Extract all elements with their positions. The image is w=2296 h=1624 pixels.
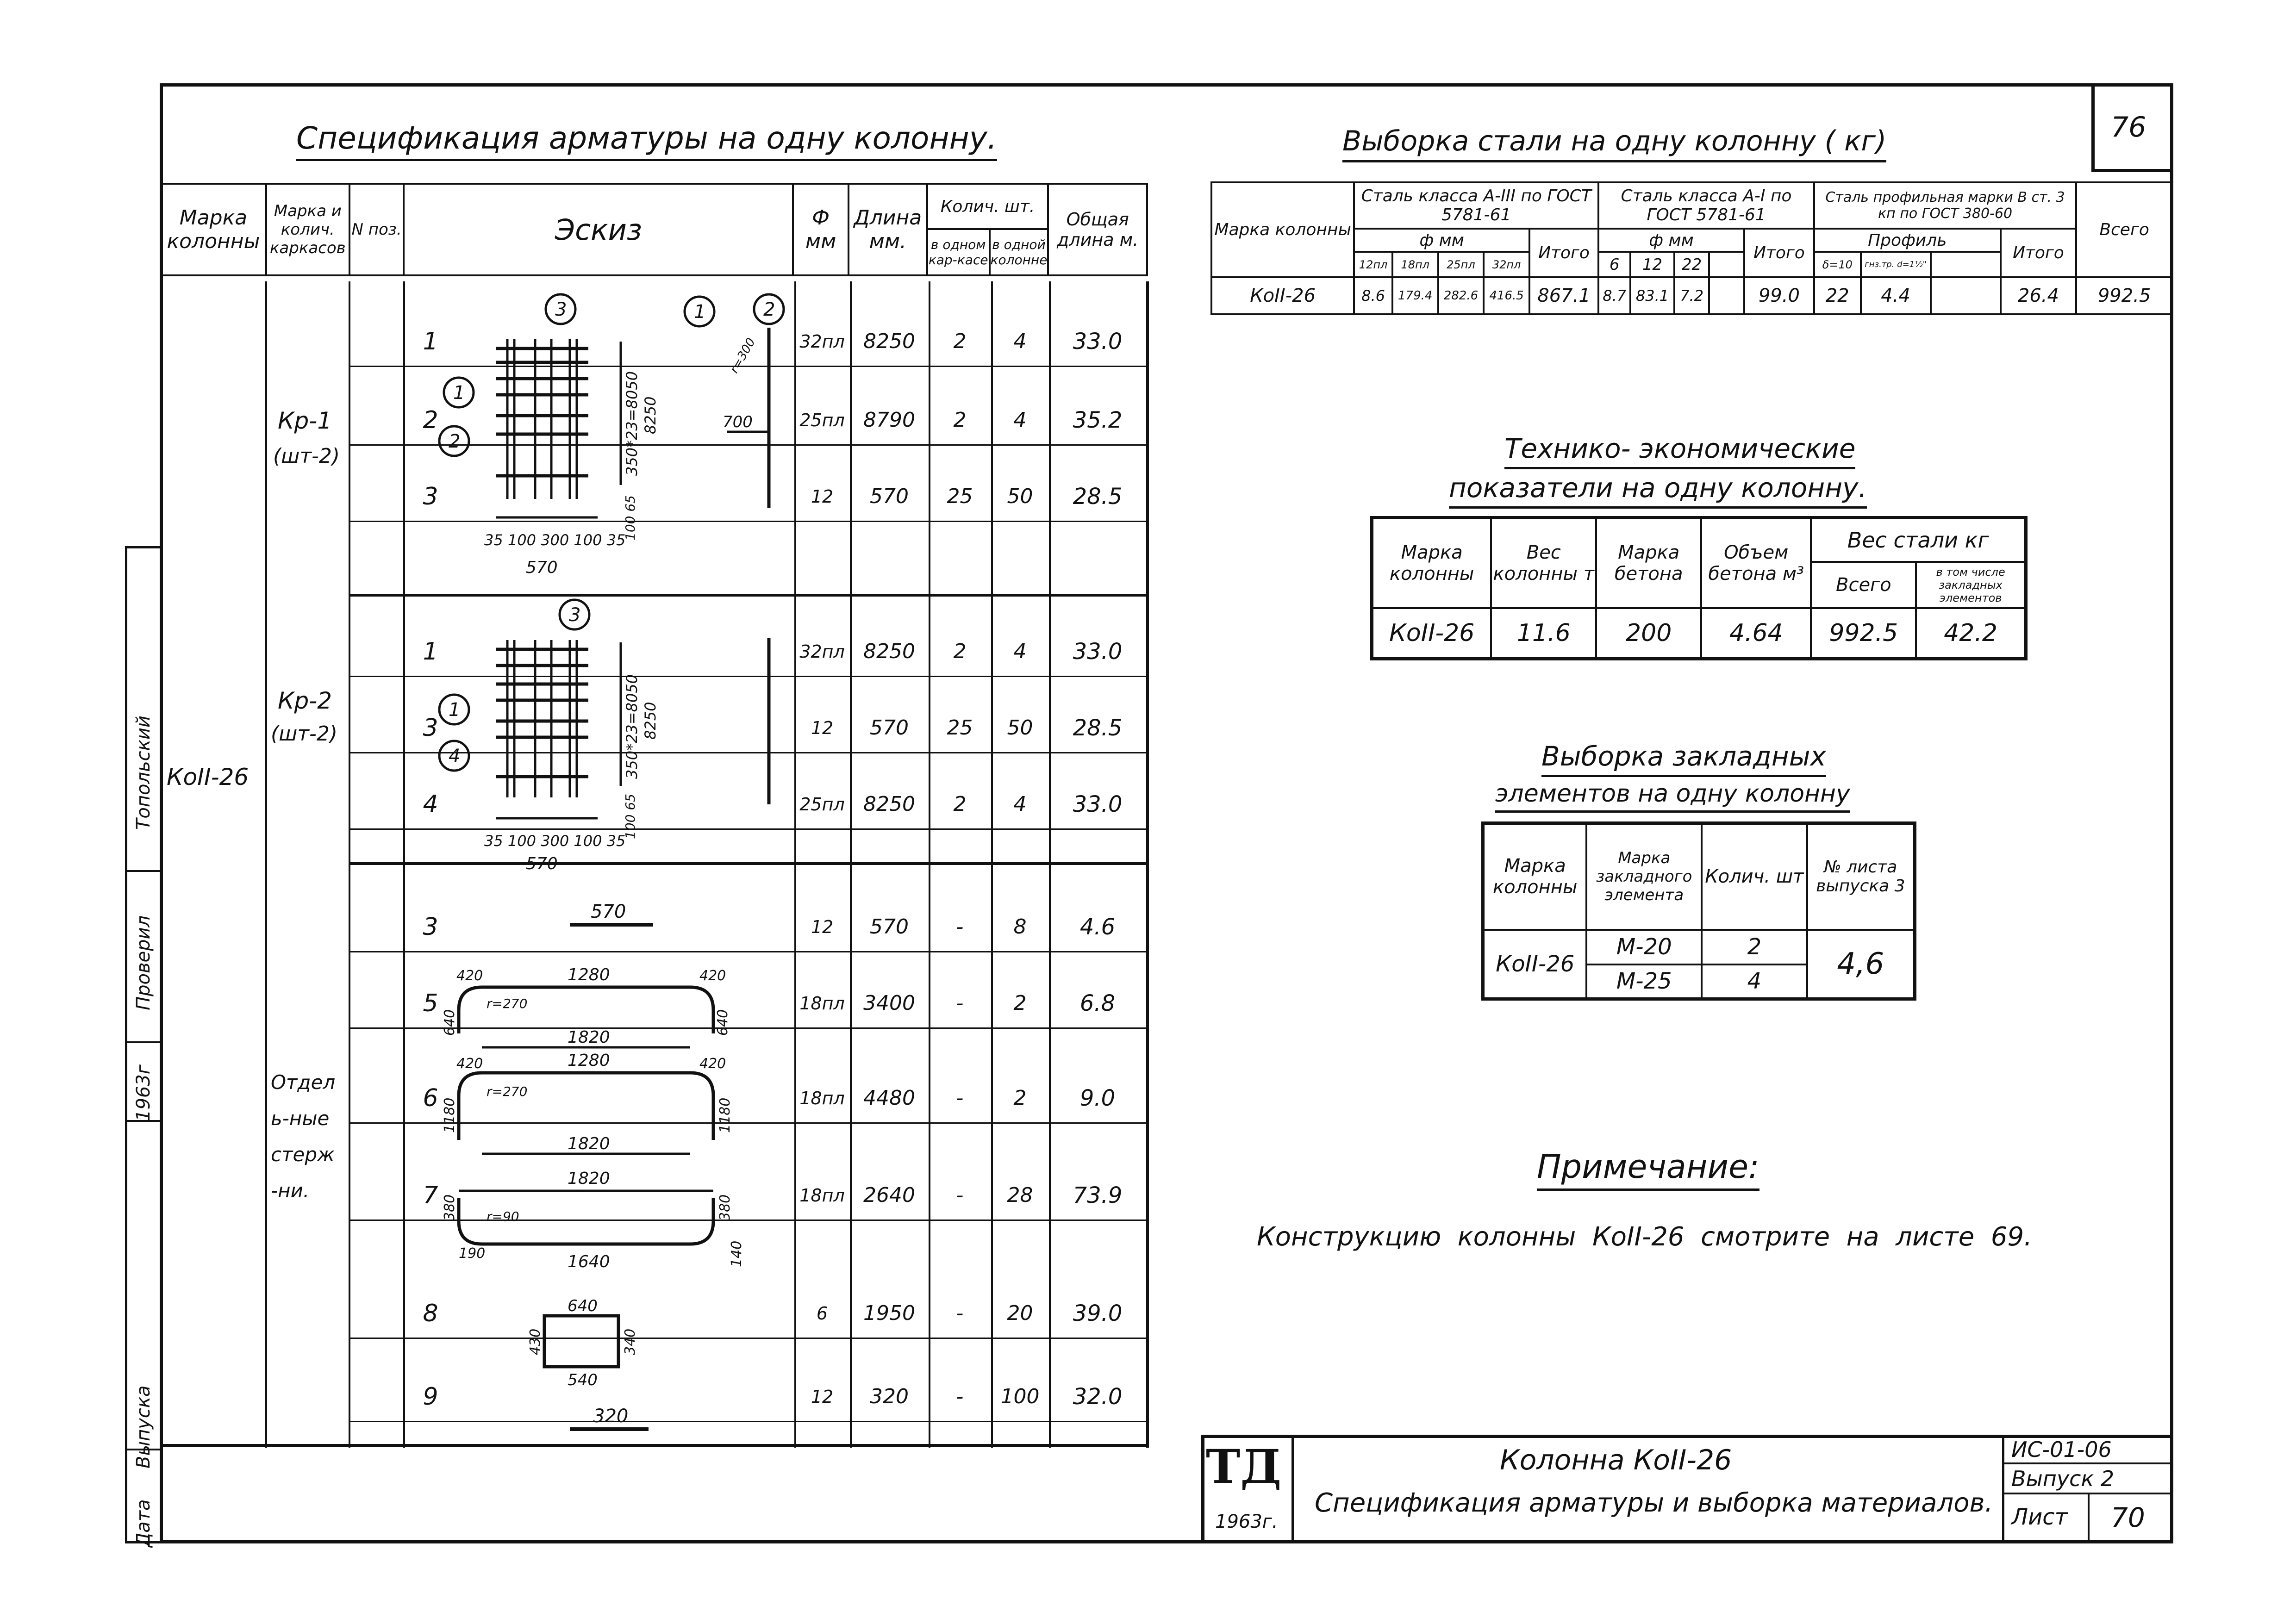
steel-row-prof	[1931, 277, 2001, 314]
spec-cell-diam: 6	[816, 1303, 828, 1324]
steel-row-a3: 282.6	[1438, 277, 1484, 314]
tech-title-2-text: показатели на одну колонну.	[1449, 472, 1867, 509]
cage-count-1: (шт-2)	[273, 444, 340, 468]
spec-cell-len: 8250	[863, 330, 915, 353]
b7-top: 1820	[568, 1169, 610, 1188]
steel-row-a1: 8.7	[1598, 277, 1630, 314]
corner-number: 76	[2111, 111, 2146, 143]
tech-title-1	[1504, 433, 1855, 469]
embed-h-qty: Колич. шт	[1702, 823, 1807, 930]
stamp-year: 1963г.	[1215, 1511, 1278, 1532]
steel-a1-d-empty	[1709, 252, 1744, 277]
side-stamp	[125, 546, 161, 1547]
spec-cell-pos: 2	[423, 406, 438, 434]
embed-row-mark: КоII-26	[1483, 930, 1587, 999]
spec-cell-diam: 18пл	[799, 993, 845, 1014]
stamp-logo: ТД	[1206, 1439, 1282, 1494]
spec-cell-cage: -	[956, 1183, 964, 1207]
steel-table	[1210, 181, 2173, 315]
steel-row-a3-total: 867.1	[1529, 277, 1598, 314]
note-text: Конструкцию колонны КоII-26 смотрите на листе 69.	[1257, 1222, 2032, 1252]
b5-rad: r=270	[487, 996, 528, 1011]
sketch-area	[403, 281, 794, 1448]
steel-row-a1-total: 99.0	[1744, 277, 1814, 314]
tech-row-all: 992.5	[1811, 608, 1916, 659]
embed-title-1-text: Выборка закладных	[1541, 740, 1826, 777]
embed-row-sheet: 4,6	[1807, 930, 1915, 999]
th-sketch: Эскиз	[404, 184, 793, 275]
b7-b: 140	[729, 1240, 745, 1267]
k1-hook-dim: r=300	[727, 336, 759, 376]
b6-top: 1280	[568, 1051, 610, 1070]
spec-cell-cage: -	[956, 991, 964, 1015]
th-pos: N поз.	[349, 184, 404, 275]
b7-bottom: 1640	[568, 1252, 610, 1271]
embed-table	[1481, 821, 1916, 1001]
spec-cell-col: 28	[1007, 1183, 1033, 1207]
tech-row-mark: КоII-26	[1372, 608, 1491, 659]
b7-r: 380	[717, 1194, 733, 1221]
stamp-div-code	[2002, 1435, 2004, 1543]
steel-h-mark: Марка колонны	[1211, 182, 1354, 277]
spec-cell-total: 73.9	[1073, 1182, 1123, 1208]
th-diam: Ф мм	[793, 184, 849, 275]
spec-cell-total: 35.2	[1073, 407, 1123, 433]
b5-r: 420	[699, 968, 726, 984]
spec-cell-total: 28.5	[1073, 484, 1123, 510]
tech-h-volume: Объем бетона м³	[1701, 518, 1811, 608]
spec-cell-diam: 12	[811, 1387, 834, 1407]
steel-row-prof: 22	[1814, 277, 1861, 314]
b3-len: 570	[591, 901, 626, 922]
stamp-issue: Выпуск 2	[2011, 1466, 2115, 1491]
spec-cell-cage: 2	[953, 792, 967, 816]
embed-row-qty: 4	[1702, 964, 1807, 999]
k1-width: 570	[526, 558, 558, 577]
spec-cell-pos: 3	[423, 483, 438, 510]
b7-a: 190	[459, 1245, 486, 1262]
spec-cell-cage: 25	[947, 716, 973, 740]
spec-cell-diam: 32пл	[799, 331, 845, 352]
steel-row-a1	[1709, 277, 1744, 314]
column-mark: КоII-26	[167, 764, 249, 790]
b6-l: 420	[456, 1056, 483, 1072]
spec-cell-total: 9.0	[1079, 1085, 1116, 1111]
steel-h-itogo-a1: Итого	[1744, 229, 1814, 277]
b7-l: 380	[442, 1194, 458, 1221]
spec-cell-total: 32.0	[1073, 1384, 1123, 1410]
spec-cell-len: 8250	[863, 792, 915, 816]
tech-row-weight: 11.6	[1491, 608, 1596, 659]
steel-title	[1342, 125, 1886, 162]
spec-cell-col: 50	[1007, 716, 1033, 740]
spec-cell-col: 2	[1013, 991, 1027, 1015]
side-label-issue: Выпуска	[133, 1385, 154, 1468]
steel-title-text: Выборка стали на одну колонну ( кг)	[1342, 125, 1886, 162]
th-length: Длина мм.	[849, 184, 927, 275]
k2-width: 570	[526, 854, 558, 873]
cage-count-2: (шт-2)	[271, 722, 338, 746]
side-divider	[125, 1120, 161, 1122]
spec-cell-diam: 25пл	[799, 794, 845, 815]
circle-label: 4	[449, 746, 461, 767]
vline	[265, 281, 267, 1448]
spec-cell-cage: 2	[953, 330, 967, 353]
spec-cell-col: 100	[1000, 1385, 1040, 1408]
steel-h-a3: Сталь класса А-III по ГОСТ 5781-61	[1354, 182, 1598, 229]
b5-l: 420	[456, 968, 483, 984]
circle-label: 1	[453, 382, 465, 404]
cage-label-3: Отдель-ные стерж-ни.	[271, 1071, 336, 1202]
bar-8-shape	[544, 1316, 618, 1367]
b8-l: 430	[527, 1328, 543, 1355]
k2-height: 8250	[642, 702, 659, 740]
embed-h-sheet: № листа выпуска 3	[1807, 823, 1915, 930]
stamp-line1: Колонна КоII-26	[1500, 1444, 1732, 1476]
k2-dims: 35 100 300 100 35	[484, 832, 626, 850]
spec-cell-col: 4	[1013, 792, 1027, 816]
spec-cell-cage: -	[956, 1301, 964, 1325]
embed-row-el: М-25	[1586, 964, 1702, 999]
spec-cell-len: 8250	[863, 640, 915, 663]
embed-h-mark: Марка колонны	[1483, 823, 1587, 930]
circle-label: 2	[763, 299, 775, 320]
note-title	[1537, 1148, 1759, 1191]
k1-hook: 700	[723, 413, 753, 431]
stamp-line2: Спецификация арматуры и выборка материалов.	[1315, 1488, 1993, 1518]
steel-prof-c-empty	[1931, 252, 2001, 277]
steel-h-itogo-a3: Итого	[1529, 229, 1598, 277]
spec-cell-cage: -	[956, 1086, 964, 1110]
spec-cell-len: 2640	[863, 1183, 915, 1207]
spec-cell-pos: 6	[423, 1084, 438, 1112]
spec-cell-cage: 2	[953, 408, 967, 432]
spec-cell-pos: 7	[423, 1182, 438, 1209]
steel-row-prof: 4.4	[1861, 277, 1931, 314]
b6-rad: r=270	[487, 1084, 528, 1099]
steel-row-mark: КоII-26	[1211, 277, 1354, 314]
steel-h-itogo-prof: Итого	[2001, 229, 2077, 277]
b6-h: 1180	[442, 1097, 458, 1133]
tech-title-2	[1449, 472, 1867, 509]
spec-cell-total: 28.5	[1073, 715, 1123, 741]
th-cage: Марка и колич. каркасов	[266, 184, 349, 275]
tech-row-concrete: 200	[1596, 608, 1701, 659]
side-label-checked: Проверил	[133, 915, 154, 1010]
circle-label: 2	[449, 431, 461, 452]
embed-title-1	[1541, 740, 1826, 777]
k1-small: 100 65	[623, 495, 638, 541]
spec-title-text: Спецификация арматуры на одну колонну.	[296, 120, 997, 161]
spec-cell-len: 8790	[863, 408, 915, 432]
spec-cell-pos: 1	[423, 638, 438, 666]
b8-top: 640	[568, 1297, 598, 1315]
spec-cell-total: 39.0	[1073, 1300, 1123, 1326]
spec-cell-pos: 3	[423, 714, 438, 742]
embed-row-el: М-20	[1586, 930, 1702, 964]
side-divider	[125, 870, 161, 872]
b6-r: 420	[699, 1056, 726, 1072]
steel-h-prof: Сталь профильная марки В ст. 3 кп по ГОСТ 380-60	[1814, 182, 2076, 229]
side-divider	[125, 1449, 161, 1450]
spec-cell-len: 570	[870, 915, 909, 939]
spec-cell-pos: 4	[423, 790, 438, 818]
steel-h-profil: Профиль	[1814, 229, 2001, 252]
spec-cell-total: 6.8	[1079, 990, 1116, 1016]
steel-a3-d: 18пл	[1392, 252, 1438, 277]
side-label-date: Дата	[133, 1499, 154, 1547]
steel-row-a3: 416.5	[1484, 277, 1529, 314]
circle-label: 1	[694, 301, 706, 323]
stamp-hline	[2002, 1462, 2173, 1464]
tech-row-incl: 42.2	[1916, 608, 2026, 659]
spec-cell-cage: 2	[953, 640, 967, 663]
k1-dims: 35 100 300 100 35	[484, 531, 626, 549]
tech-h-steel: Вес стали кг	[1811, 518, 2026, 562]
note-title-text: Примечание:	[1537, 1148, 1759, 1191]
steel-h-total: Всего	[2076, 182, 2172, 277]
spec-cell-diam: 12	[811, 486, 834, 507]
spec-cell-diam: 18пл	[799, 1088, 845, 1108]
steel-h-diam-a1: ф мм	[1598, 229, 1744, 252]
steel-row-a1: 7.2	[1674, 277, 1710, 314]
steel-row-a3: 8.6	[1354, 277, 1392, 314]
side-divider	[125, 1041, 161, 1043]
side-label-year: 1963г	[133, 1064, 154, 1121]
spec-cell-cage: -	[956, 1385, 964, 1408]
k2-vert: 350*23=8050	[623, 674, 641, 779]
spec-cell-pos: 5	[423, 989, 438, 1017]
bar-6-shape	[459, 1073, 713, 1140]
spec-cell-len: 1950	[863, 1301, 915, 1325]
tech-title-1-text: Технико- экономические	[1504, 433, 1855, 469]
th-qty-cage: в одном кар-касе	[927, 229, 990, 275]
spec-cell-cage: 25	[947, 485, 973, 508]
spec-cell-col: 4	[1013, 408, 1027, 432]
stamp-sheet-label: Лист	[2011, 1504, 2068, 1530]
spec-cell-total: 33.0	[1073, 329, 1123, 355]
tech-table	[1370, 516, 2028, 660]
spec-cell-total: 33.0	[1073, 639, 1123, 665]
spec-cell-diam: 25пл	[799, 410, 845, 430]
steel-a3-d: 32пл	[1484, 252, 1529, 277]
b7-rad: r=90	[487, 1209, 519, 1224]
embed-h-el: Марка закладного элемента	[1586, 823, 1702, 930]
tech-row-volume: 4.64	[1701, 608, 1811, 659]
steel-prof-c: гнз.тр. d=1½"	[1861, 252, 1931, 277]
spec-cell-col: 50	[1007, 485, 1033, 508]
b8-r: 340	[622, 1328, 638, 1355]
steel-a3-d: 12пл	[1354, 252, 1392, 277]
steel-prof-c: δ=10	[1814, 252, 1861, 277]
b6-h2: 1180	[717, 1097, 733, 1133]
k2-small: 100 65	[623, 794, 638, 839]
steel-h-diam-a3: ф мм	[1354, 229, 1529, 252]
spec-cell-diam: 32пл	[799, 641, 845, 662]
spec-cell-len: 4480	[863, 1086, 915, 1110]
spec-title	[296, 120, 997, 161]
spec-cell-diam: 18пл	[799, 1185, 845, 1206]
tech-h-incl: в том числе закладных элементов	[1916, 562, 2026, 608]
spec-cell-diam: 12	[811, 718, 834, 738]
steel-row-total: 992.5	[2076, 277, 2172, 314]
spec-cell-len: 570	[870, 485, 909, 508]
steel-h-a1: Сталь класса А-I по ГОСТ 5781-61	[1598, 182, 1814, 229]
b8-bottom: 540	[568, 1371, 598, 1389]
b5-bottom: 1820	[568, 1028, 610, 1047]
tech-h-weight: Вес колонны т	[1491, 518, 1596, 608]
stamp-vline	[2088, 1493, 2090, 1543]
b5-top: 1280	[568, 965, 610, 984]
circle-label: 3	[569, 604, 581, 626]
b5-h: 640	[442, 1009, 458, 1036]
circle-label: 1	[449, 699, 461, 721]
spec-cell-total: 4.6	[1079, 914, 1116, 940]
th-qty-col: в одной колонне	[990, 229, 1048, 275]
spec-cell-len: 3400	[863, 991, 915, 1015]
spec-cell-col: 8	[1013, 915, 1027, 939]
th-qty: Колич. шт.	[927, 184, 1048, 229]
tech-h-mark: Марка колонны	[1372, 518, 1491, 608]
spec-cell-pos: 9	[423, 1383, 438, 1411]
spec-cell-pos: 3	[423, 913, 438, 941]
embed-title-2-text: элементов на одну колонну	[1495, 780, 1850, 813]
b5-h2: 640	[715, 1009, 731, 1036]
spec-cell-diam: 12	[811, 917, 834, 937]
cage-label-1: Кр-1	[278, 407, 332, 434]
steel-a1-d: 6	[1598, 252, 1630, 277]
steel-row-a1: 83.1	[1630, 277, 1674, 314]
spec-cell-col: 20	[1007, 1301, 1033, 1325]
steel-a3-d: 25пл	[1438, 252, 1484, 277]
spec-cell-len: 570	[870, 716, 909, 740]
steel-row-prof-total: 26.4	[2001, 277, 2077, 314]
stamp-sheet-no: 70	[2111, 1502, 2145, 1533]
tech-h-concrete: Марка бетона	[1596, 518, 1701, 608]
embed-row-qty: 2	[1702, 930, 1807, 964]
steel-a1-d: 12	[1630, 252, 1674, 277]
b6-bottom: 1820	[568, 1134, 610, 1153]
spec-cell-pos: 1	[423, 328, 438, 355]
spec-cell-col: 4	[1013, 330, 1027, 353]
th-total: Общая длина м.	[1048, 184, 1147, 275]
embed-title-2	[1495, 780, 1850, 813]
spec-table	[160, 183, 1148, 276]
th-mark: Марка колонны	[161, 184, 266, 275]
spec-cell-pos: 8	[423, 1300, 438, 1327]
steel-row-a3: 179.4	[1392, 277, 1438, 314]
b9-len: 320	[593, 1406, 629, 1427]
stamp-div-logo	[1292, 1435, 1294, 1543]
spec-cell-total: 33.0	[1073, 791, 1123, 817]
side-label-name: Топольский	[133, 716, 154, 830]
cage-label-2: Кр-2	[278, 687, 332, 714]
k1-height: 8250	[642, 396, 659, 434]
spec-cell-col: 2	[1013, 1086, 1027, 1110]
circle-label: 3	[555, 299, 567, 320]
k1-vert: 350*23=8050	[623, 371, 641, 476]
spec-cell-len: 320	[870, 1385, 909, 1408]
spec-cell-col: 4	[1013, 640, 1027, 663]
stamp-code: ИС-01-06	[2011, 1437, 2112, 1462]
steel-a1-d: 22	[1674, 252, 1710, 277]
spec-cell-cage: -	[956, 915, 964, 939]
tech-h-all: Всего	[1811, 562, 1916, 608]
